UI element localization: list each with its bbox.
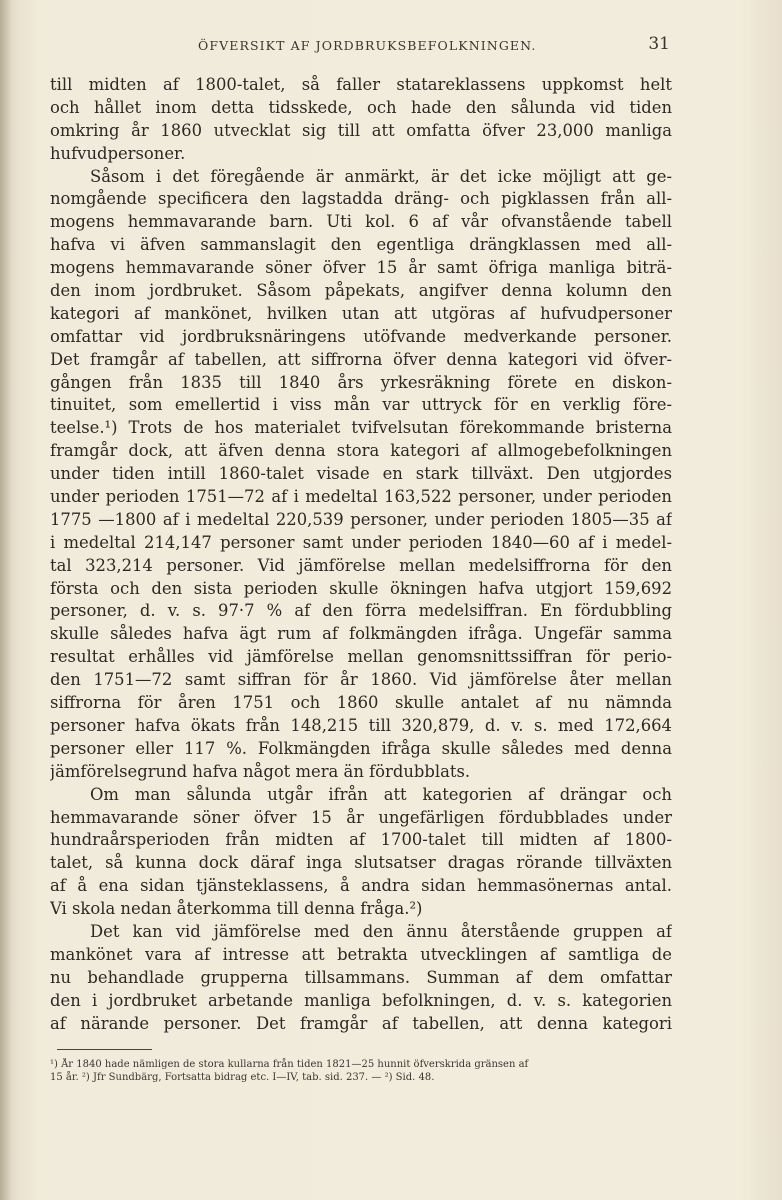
text-line: Det framgår af tabellen, att siffrorna öfver denna kategori vid öfver-	[50, 349, 672, 369]
text-line: mogens hemmavarande söner öfver 15 år samt öfriga manliga biträ-	[50, 258, 672, 278]
text-line: nomgående specificera den lagstadda dräng- och pigklassen från all-	[50, 189, 672, 209]
text-line: hafva vi äfven sammanslagit den egentliga drängklassen med all-	[50, 235, 672, 255]
text-line: omfattar vid jordbruksnäringens utöfvande medverkande personer.	[50, 326, 672, 346]
text-line: den inom jordbruket. Såsom påpekats, angifver denna kolumn den	[50, 281, 672, 301]
text-line: till midten af 1800-talet, så faller statareklassens uppkomst helt	[50, 75, 672, 94]
text-line: framgår dock, att äfven denna stora kategori af allmogebefolkningen	[50, 441, 672, 461]
text-line: af närande personer. Det framgår af tabellen, att denna kategori	[50, 1013, 672, 1033]
text-line: personer eller 117 %. Folkmängden ifråga skulle således med denna	[50, 738, 672, 758]
text-line: den 1751—72 samt siffran för år 1860. Vid jämförelse åter mellan	[50, 670, 672, 690]
body-text	[50, 74, 672, 1035]
text-line: mogens hemmavarande barn. Uti kol. 6 af vår ofvanstående tabell	[50, 212, 672, 232]
text-line: Vi skola nedan återkomma till denna fråga.²)	[50, 899, 423, 919]
text-line: mankönet vara af intresse att betrakta utvecklingen af samtliga de	[50, 944, 672, 964]
text-line: hundraårsperioden från midten af 1700-talet till midten af 1800-	[50, 830, 672, 850]
page-number: 31	[648, 34, 670, 54]
footnote-line: 15 år. ²) Jfr Sundbärg, Fortsatta bidrag etc. I—IV, tab. sid. 237. — ²) Sid. 48.	[50, 1072, 435, 1083]
text-line: tinuitet, som emellertid i viss mån var uttryck för en verklig före-	[50, 395, 672, 415]
text-line: första och den sista perioden skulle ökningen hafva utgjort 159,692	[50, 578, 672, 598]
text-line: personer, d. v. s. 97·7 % af den förra medelsiffran. En fördubbling	[50, 601, 672, 621]
text-line: den i jordbruket arbetande manliga befolkningen, d. v. s. kategorien	[50, 990, 672, 1010]
text-line: jämförelsegrund hafva något mera än fördubblats.	[50, 761, 471, 781]
text-line: hemmavarande söner öfver 15 år ungefärligen fördubblades under	[50, 807, 672, 827]
text-line: Såsom i det föregående är anmärkt, är det icke möjligt att ge-	[90, 166, 672, 186]
text-line: Det kan vid jämförelse med den ännu återstående gruppen af	[90, 921, 672, 941]
text-line: omkring år 1860 utvecklat sig till att omfatta öfver 23,000 manliga	[50, 120, 672, 140]
footnote-rule	[57, 1049, 152, 1050]
text-line: siffrorna för åren 1751 och 1860 skulle antalet af nu nämnda	[50, 693, 672, 713]
text-line: nu behandlade grupperna tillsammans. Summan af dem omfattar	[50, 967, 672, 987]
text-line: 1775 —1800 af i medeltal 220,539 personer, under perioden 1805—35 af	[50, 509, 672, 529]
text-line: talet, så kunna dock däraf inga slutsatser dragas rörande tillväxten	[50, 853, 672, 873]
text-line: gången från 1835 till 1840 års yrkesräkning förete en diskon-	[50, 372, 672, 392]
text-line: under perioden 1751—72 af i medeltal 163,522 personer, under perioden	[50, 487, 672, 507]
text-line: resultat erhålles vid jämförelse mellan genomsnittssiffran för perio-	[50, 647, 672, 667]
text-line: skulle således hafva ägt rum af folkmängden ifråga. Ungefär samma	[50, 624, 672, 644]
text-line: kategori af mankönet, hvilken utan att utgöras af hufvudpersoner	[50, 303, 672, 323]
footnotes	[50, 1058, 672, 1084]
footnote-line: ¹) År 1840 hade nämligen de stora kullarna från tiden 1821—25 hunnit öfverskrida gränsen af	[50, 1059, 529, 1070]
spine-shadow	[0, 0, 12, 1200]
text-line: hufvudpersoner.	[50, 143, 186, 163]
text-line: och hållet inom detta tidsskede, och hade den sålunda vid tiden	[50, 97, 672, 117]
text-line: personer hafva ökats från 148,215 till 320,879, d. v. s. med 172,664	[50, 715, 672, 735]
text-line: i medeltal 214,147 personer samt under perioden 1840—60 af i medel-	[50, 532, 672, 552]
text-line: af å ena sidan tjänsteklassens, å andra sidan hemmasönernas antal.	[50, 876, 672, 896]
text-line: tal 323,214 personer. Vid jämförelse mellan medelsiffrorna för den	[50, 555, 672, 575]
text-line: under tiden intill 1860-talet visade en stark tillväxt. Den utgjordes	[50, 464, 672, 484]
text-line: Om man sålunda utgår ifrån att kategorien af drängar och	[90, 784, 672, 804]
text-line: teelse.¹) Trots de hos materialet tvifvelsutan förekommande bristerna	[50, 418, 672, 438]
running-header: ÖFVERSIKT AF JORDBRUKSBEFOLKNINGEN.	[198, 38, 537, 53]
